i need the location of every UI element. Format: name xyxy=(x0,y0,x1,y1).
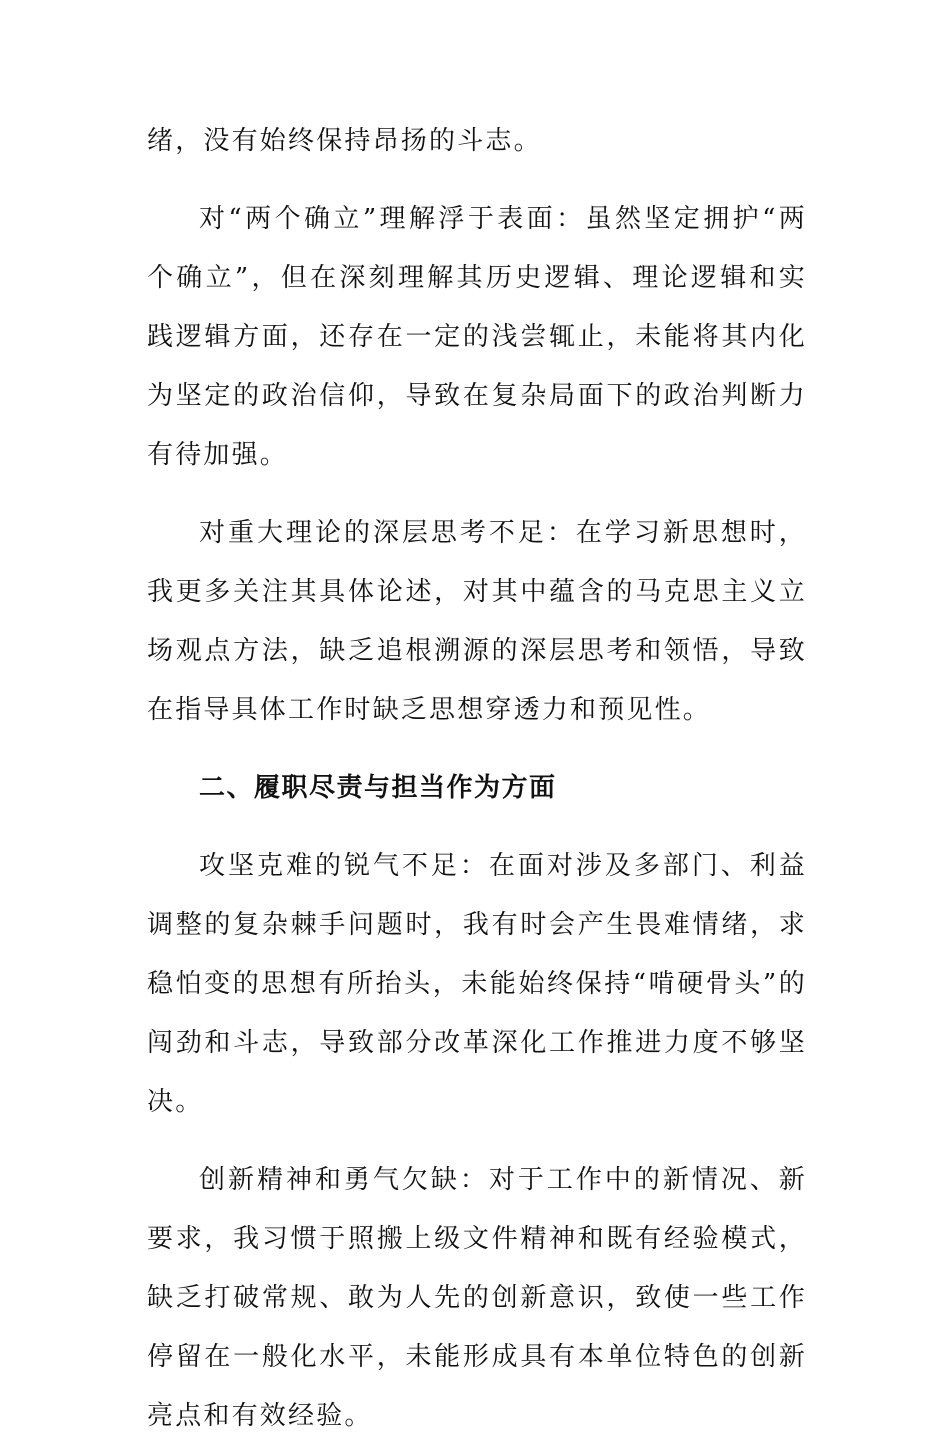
document-body xyxy=(147,112,807,1446)
paragraph-tackling-difficulties: 攻坚克难的锐气不足：在面对涉及多部门、利益调整的复杂棘手问题时，我有时会产生畏难情绪，求稳怕变的思想有所抬头，未能始终保持“啃硬骨头”的闯劲和斗志，导致部分改革深化工作推进力度不够坚决。 xyxy=(147,851,807,1117)
paragraph-innovation-spirit: 创新精神和勇气欠缺：对于工作中的新情况、新要求，我习惯于照搬上级文件精神和既有经验模式，缺乏打破常规、敢为人先的创新意识，致使一些工作停留在一般化水平，未能形成具有本单位特色的创新亮点和有效经验。 xyxy=(147,1165,807,1431)
paragraph-theory-thinking: 对重大理论的深层思考不足：在学习新思想时，我更多关注其具体论述，对其中蕴含的马克思主义立场观点方法，缺乏追根溯源的深层思考和领悟，导致在指导具体工作时缺乏思想穿透力和预见性。 xyxy=(147,518,807,725)
paragraph-two-establishments: 对“两个确立”理解浮于表面：虽然坚定拥护“两个确立”，但在深刻理解其历史逻辑、理论逻辑和实践逻辑方面，还存在一定的浅尝辄止，未能将其内化为坚定的政治信仰，导致在复杂局面下的政治判断力有待加强。 xyxy=(147,204,807,470)
section-heading: 二、履职尽责与担当作为方面 xyxy=(199,773,557,803)
paragraph-continuation: 绪，没有始终保持昂扬的斗志。 xyxy=(147,126,542,156)
